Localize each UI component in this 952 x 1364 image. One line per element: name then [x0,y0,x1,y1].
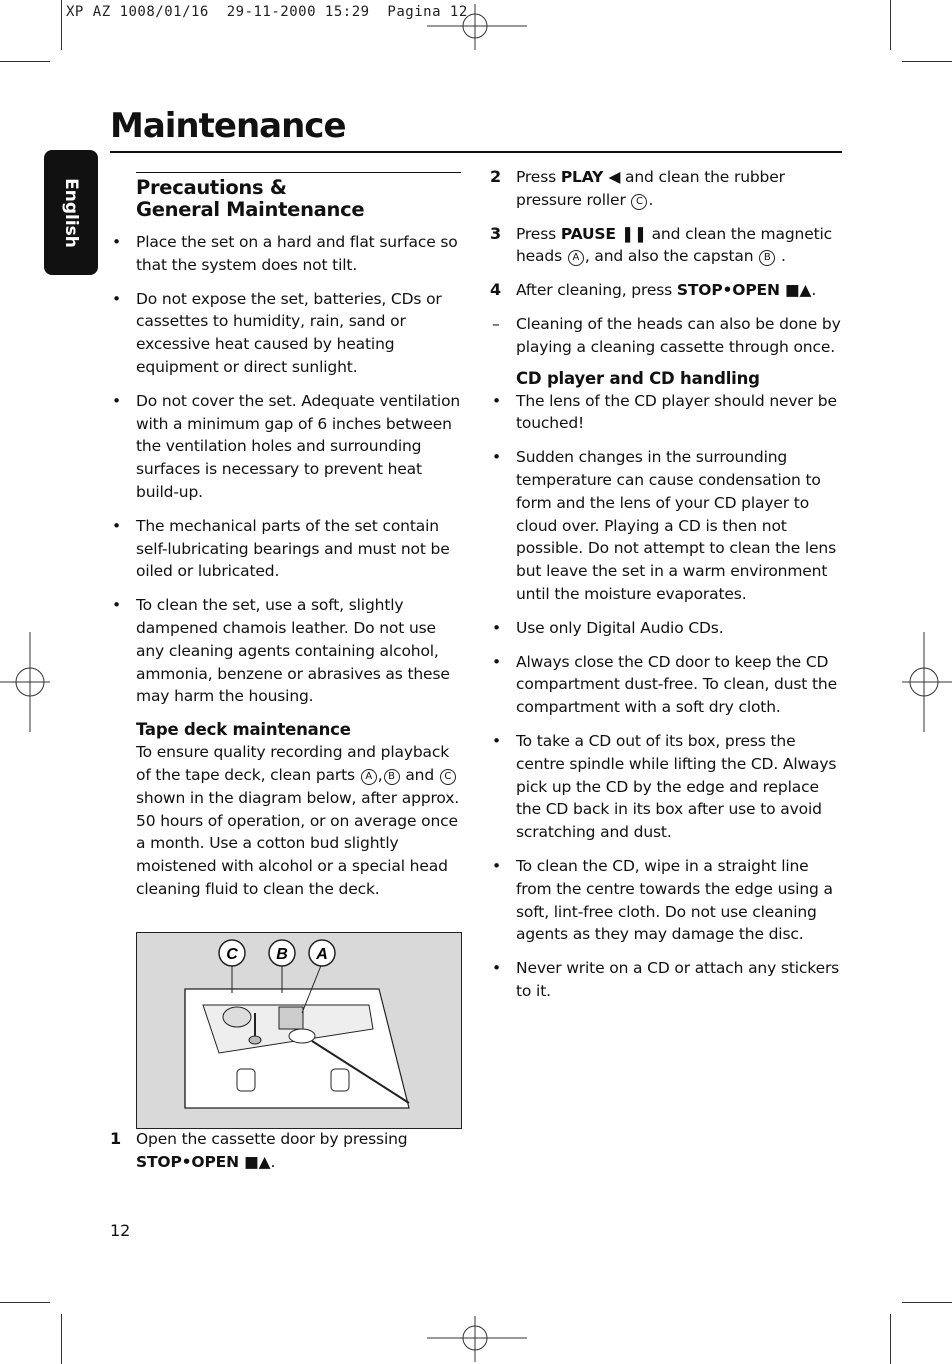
diagram-label-c: C [226,946,238,963]
list-item: • The mechanical parts of the set contain self-lubricating bearings and must not be oiled or lubricated. [112,516,450,581]
list-item: • Always close the CD door to keep the CD compartment dust-free. To clean, dust the compartment with a soft dry cloth. [492,652,837,717]
cd-heading: CD player and CD handling [516,368,760,388]
label-b-icon: B [384,769,400,785]
tape-deck-diagram [136,932,462,1129]
diagram-label-a: A [316,946,328,963]
list-item: • The lens of the CD player should never be touched! [492,391,837,433]
tape-deck-heading: Tape deck maintenance [136,720,351,740]
section-heading-line: Precautions & [136,176,287,199]
crop-mark [890,1314,891,1364]
crop-mark [902,61,952,62]
page-number: 12 [110,1221,131,1240]
language-tab-label: English [61,177,81,248]
tape-deck-illustration [137,933,461,1128]
section-heading [136,177,463,221]
label-c-icon: C [631,194,647,210]
list-item: • To take a CD out of its box, press the centre spindle while lifting the CD. Always pick up the CD by the edge and replace the CD back in its box after use to avoid scratching and dust. [492,731,837,842]
label-a-icon: A [361,769,377,785]
numbered-step: 3 Press PAUSE ❚❚ and clean the magnetic heads A , and also the capstan B . [490,223,833,266]
label-c-icon: C [440,769,456,785]
list-item: • To clean the CD, wipe in a straight line from the centre towards the edge using a soft, lint-free cloth. Do not use cleaning agents as they may damage the disc. [492,856,833,944]
label-b-icon: B [759,250,775,266]
registration-mark-icon [0,632,50,732]
list-item: • Do not cover the set. Adequate ventilation with a minimum gap of 6 inches between the ventilation holes and surrounding surfaces is necessary to prevent heat build-up. [112,391,461,501]
language-tab [44,150,98,275]
diagram-label-b: B [276,946,288,963]
label-a-icon: A [568,250,584,266]
note-item: – Cleaning of the heads can also be done by playing a cleaning cassette through once. [492,314,841,356]
numbered-step: 2 Press PLAY ◀ and clean the rubber pressure roller C . [490,167,785,209]
list-item: • Do not expose the set, batteries, CDs or cassettes to humidity, rain, sand or excessive heat caused by heating equipment or direct sunlight. [112,289,442,376]
registration-mark-icon [427,1316,527,1362]
numbered-step: 1 Open the cassette door by pressing STOP•OPEN ■▲. [110,1129,408,1171]
page-title: Maintenance [110,106,346,146]
print-header: XP AZ 1008/01/16 29-11-2000 15:29 Pagina 12 [66,4,468,20]
registration-mark-icon [902,632,952,732]
right-column [488,166,844,1014]
section-heading-line: General Maintenance [136,198,365,221]
list-item: • Use only Digital Audio CDs. [492,618,724,637]
crop-mark [61,1314,62,1364]
registration-mark-icon [427,4,527,50]
crop-mark [61,0,62,50]
tape-deck-text: To ensure quality recording and playback of the tape deck, clean parts A , B and C shown in the diagram below, after approx. 50 hours of operation, or on average once a month. Use a cotton bud slightly moistened with alcohol or a special head cleaning fluid to clean the deck. [136,743,460,898]
title-divider [110,151,842,153]
section-divider [136,172,461,173]
list-item: • To clean the set, use a soft, slightly dampened chamois leather. Do not use any cleaning agents containing alcohol, ammonia, benzene or abrasives as these may harm the housing. [112,596,450,706]
crop-mark [890,0,891,50]
list-item: • Place the set on a hard and flat surface so that the system does not tilt. [112,233,458,274]
left-column [108,172,463,901]
list-item: • Sudden changes in the surrounding temperature can cause condensation to form and the lens of your CD player to cloud over. Playing a CD is then not possible. Do not attempt to clean the lens but leave the set in a warm environment until the moisture evaporates. [492,448,837,603]
crop-mark [902,1302,952,1303]
list-item: • Never write on a CD or attach any stickers to it. [492,959,840,1000]
numbered-step: 4 After cleaning, press STOP•OPEN ■▲. [490,280,817,300]
crop-mark [0,1302,50,1303]
step-1 [108,1128,463,1185]
crop-mark [0,61,50,62]
